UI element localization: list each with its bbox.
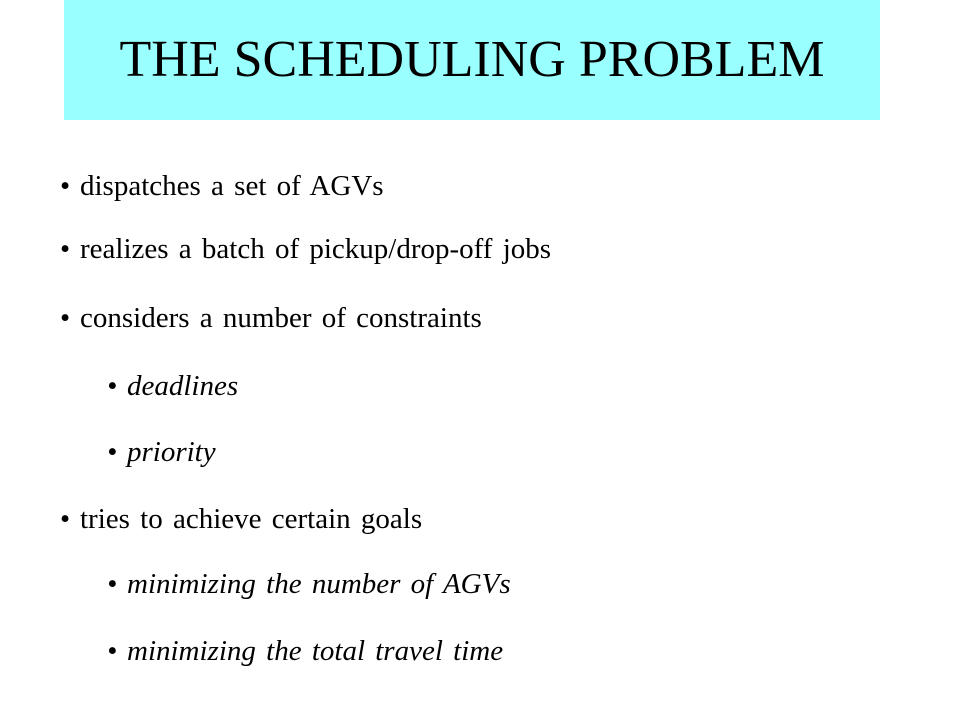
bullet-item	[60, 231, 551, 267]
sub-bullet-item	[107, 434, 216, 470]
bullet-text: realizes a batch of pickup/drop-off jobs	[80, 233, 552, 265]
bullet-text: tries to achieve certain goals	[80, 503, 423, 535]
slide-title: THE SCHEDULING PROBLEM	[119, 31, 825, 88]
bullet-dot: •	[107, 370, 118, 402]
sub-bullet-item	[107, 633, 503, 669]
bullet-dot: •	[107, 635, 118, 667]
sub-bullet-item	[107, 566, 511, 602]
bullet-item	[60, 300, 482, 336]
bullet-text: considers a number of constraints	[80, 302, 482, 334]
sub-bullet-text: minimizing the number of AGVs	[127, 568, 511, 600]
sub-bullet-item	[107, 368, 238, 404]
sub-bullet-text: deadlines	[127, 370, 239, 402]
bullet-dot: •	[107, 568, 118, 600]
bullet-item	[60, 501, 422, 537]
bullet-dot: •	[107, 436, 118, 468]
bullet-dot: •	[60, 233, 71, 265]
bullet-dot: •	[60, 503, 71, 535]
bullet-dot: •	[60, 170, 71, 202]
bullet-dot: •	[60, 302, 71, 334]
sub-bullet-text: priority	[127, 436, 216, 468]
bullet-item	[60, 168, 384, 204]
bullet-text: dispatches a set of AGVs	[80, 170, 384, 202]
sub-bullet-text: minimizing the total travel time	[127, 635, 504, 667]
title-band	[64, 0, 880, 120]
